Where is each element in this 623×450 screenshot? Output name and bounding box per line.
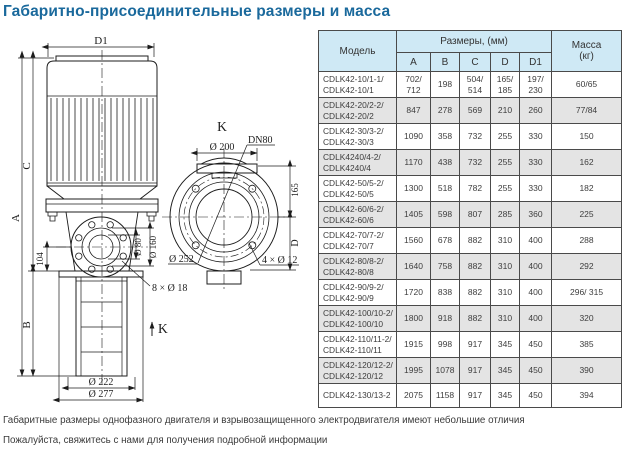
cell-b: 598 — [431, 202, 460, 228]
cell-a: 1995 — [397, 358, 431, 384]
cell-d1: 450 — [520, 358, 552, 384]
table-body — [319, 72, 622, 408]
footer-note-2: Пожалуйста, свяжитесь с нами для получения подробной информации — [3, 435, 328, 446]
cell-c: 917 — [460, 384, 491, 408]
cell-model: CDLK42-110/11-2/ CDLK42-110/11 — [319, 332, 397, 358]
cell-a: 1800 — [397, 306, 431, 332]
cell-model: CDLK42-30/3-2/ CDLK42-30/3 — [319, 124, 397, 150]
col-header-b: B — [431, 53, 460, 72]
table-row — [319, 332, 622, 358]
dim-label-dia80: Ø 80 — [133, 238, 143, 256]
cell-mass: 288 — [552, 228, 622, 254]
cell-d: 255 — [491, 124, 520, 150]
col-header-c: C — [460, 53, 491, 72]
mass-label-line2: (кг) — [579, 51, 594, 62]
cell-d: 345 — [491, 332, 520, 358]
cell-d1: 330 — [520, 124, 552, 150]
cell-model: CDLK42-10/1-1/ CDLK42-10/1 — [319, 72, 397, 98]
cell-model: CDLK42-50/5-2/ CDLK42-50/5 — [319, 176, 397, 202]
top-view — [162, 148, 286, 292]
cell-d: 255 — [491, 176, 520, 202]
cell-mass: 225 — [552, 202, 622, 228]
cell-mass: 60/65 — [552, 72, 622, 98]
cell-d: 255 — [491, 150, 520, 176]
cell-mass: 162 — [552, 150, 622, 176]
cell-b: 358 — [431, 124, 460, 150]
table-row — [319, 358, 622, 384]
table-row — [319, 150, 622, 176]
cell-a: 702/ 712 — [397, 72, 431, 98]
cell-mass: 390 — [552, 358, 622, 384]
dim-label-dia160: Ø 160 — [148, 235, 158, 259]
dim-label-dia252: Ø 252 — [169, 254, 194, 265]
table-row — [319, 202, 622, 228]
cell-b: 838 — [431, 280, 460, 306]
cell-model: CDLK42-70/7-2/ CDLK42-70/7 — [319, 228, 397, 254]
front-view-dimensions — [17, 43, 154, 402]
view-k-arrow-label: K — [158, 321, 168, 336]
cell-d1: 360 — [520, 202, 552, 228]
cell-model: CDLK42-60/6-2/ CDLK42-60/6 — [319, 202, 397, 228]
cell-c: 807 — [460, 202, 491, 228]
cell-model: CDLK42-80/8-2/ CDLK42-80/8 — [319, 254, 397, 280]
mass-label-line1: Масса — [571, 40, 602, 51]
table-row — [319, 280, 622, 306]
cell-c: 882 — [460, 228, 491, 254]
front-view — [46, 50, 158, 384]
cell-d1: 400 — [520, 306, 552, 332]
flange-bolt-left — [48, 212, 57, 221]
cell-d: 345 — [491, 384, 520, 408]
cell-model: CDLK42-20/2-2/ CDLK42-20/2 — [319, 98, 397, 124]
pump-technical-drawing — [0, 0, 320, 412]
cell-b: 918 — [431, 306, 460, 332]
cell-b: 198 — [431, 72, 460, 98]
cell-model: CDLK42-90/9-2/ CDLK42-90/9 — [319, 280, 397, 306]
cell-d: 310 — [491, 228, 520, 254]
cell-a: 1560 — [397, 228, 431, 254]
cell-d1: 330 — [520, 150, 552, 176]
cell-b: 518 — [431, 176, 460, 202]
cell-a: 1720 — [397, 280, 431, 306]
dim-label-c: C — [21, 162, 33, 170]
cell-d: 345 — [491, 358, 520, 384]
dim-label-a: A — [10, 214, 22, 222]
pump-head-plate — [59, 271, 143, 277]
cell-b: 1078 — [431, 358, 460, 384]
cell-b: 278 — [431, 98, 460, 124]
dim-label-dia222: Ø 222 — [88, 377, 114, 388]
cell-model: CDLK4240/4-2/ CDLK4240/4 — [319, 150, 397, 176]
dim-label-d1: D1 — [94, 35, 108, 47]
dim-label-d: D — [290, 239, 301, 247]
cell-c: 569 — [460, 98, 491, 124]
cell-d: 310 — [491, 280, 520, 306]
cell-c: 882 — [460, 254, 491, 280]
cell-d: 165/ 185 — [491, 72, 520, 98]
cell-mass: 150 — [552, 124, 622, 150]
cell-c: 882 — [460, 280, 491, 306]
col-header-d1: D1 — [520, 53, 552, 72]
col-header-a: A — [397, 53, 431, 72]
cell-b: 438 — [431, 150, 460, 176]
cell-model: CDLK42-130/13-2 — [319, 384, 397, 408]
cell-model: CDLK42-120/12-2/ CDLK42-120/12 — [319, 358, 397, 384]
cell-d1: 330 — [520, 176, 552, 202]
cell-c: 732 — [460, 124, 491, 150]
view-k-title: K — [217, 119, 227, 134]
cell-mass: 77/84 — [552, 98, 622, 124]
stage-divider-lines — [76, 281, 127, 352]
col-header-mass — [552, 31, 622, 72]
dim-label-bolts8: 8 × Ø 18 — [152, 283, 188, 294]
cell-mass: 394 — [552, 384, 622, 408]
cell-c: 504/ 514 — [460, 72, 491, 98]
footer-note-1: Габаритные размеры однофазного двигателя и взрывозащищенного электродвигателя имеют небольшие отличия — [3, 415, 525, 426]
dim-label-b: B — [21, 321, 33, 329]
cell-b: 678 — [431, 228, 460, 254]
cell-d: 210 — [491, 98, 520, 124]
cell-b: 1158 — [431, 384, 460, 408]
cell-d1: 260 — [520, 98, 552, 124]
cell-b: 998 — [431, 332, 460, 358]
cell-a: 1300 — [397, 176, 431, 202]
cell-d1: 450 — [520, 384, 552, 408]
dim-label-104: 104 — [35, 252, 45, 266]
cell-b: 758 — [431, 254, 460, 280]
cell-a: 1090 — [397, 124, 431, 150]
dim-label-dn80: DN80 — [248, 135, 273, 146]
table-row — [319, 228, 622, 254]
table-row — [319, 306, 622, 332]
cell-mass: 385 — [552, 332, 622, 358]
cell-a: 2075 — [397, 384, 431, 408]
cell-a: 847 — [397, 98, 431, 124]
cell-a: 1170 — [397, 150, 431, 176]
cell-d: 310 — [491, 306, 520, 332]
cell-a: 1915 — [397, 332, 431, 358]
cell-d1: 197/ 230 — [520, 72, 552, 98]
cell-d1: 400 — [520, 228, 552, 254]
table-header — [319, 31, 622, 72]
dim-label-bolts4: 4 × Ø 12 — [262, 255, 298, 266]
page-title: Габаритно-присоединительные размеры и масса — [3, 3, 391, 20]
cell-c: 917 — [460, 358, 491, 384]
cell-a: 1640 — [397, 254, 431, 280]
dim-label-dia277: Ø 277 — [88, 389, 114, 400]
cell-d: 285 — [491, 202, 520, 228]
cell-d1: 400 — [520, 254, 552, 280]
cell-d1: 400 — [520, 280, 552, 306]
cell-c: 917 — [460, 332, 491, 358]
dim-label-dia200: Ø 200 — [209, 142, 235, 153]
flange-bolt-right — [147, 212, 156, 221]
cell-mass: 292 — [552, 254, 622, 280]
table-row — [319, 254, 622, 280]
cell-c: 882 — [460, 306, 491, 332]
table-row — [319, 98, 622, 124]
cell-a: 1405 — [397, 202, 431, 228]
col-header-dims: Размеры, (мм) — [397, 31, 552, 53]
cell-mass: 296/ 315 — [552, 280, 622, 306]
drawing-labels — [10, 35, 301, 400]
dim-label-165: 165 — [290, 183, 300, 197]
cell-mass: 320 — [552, 306, 622, 332]
cell-model: CDLK42-100/10-2/ CDLK42-100/10 — [319, 306, 397, 332]
col-header-d: D — [491, 53, 520, 72]
dimensions-table — [318, 30, 622, 408]
footer-notes — [3, 411, 613, 450]
cell-d: 310 — [491, 254, 520, 280]
cell-c: 732 — [460, 150, 491, 176]
table-row — [319, 176, 622, 202]
cell-c: 782 — [460, 176, 491, 202]
leader-bolts8 — [122, 261, 150, 286]
table-row — [319, 124, 622, 150]
table-row — [319, 384, 622, 408]
cell-mass: 182 — [552, 176, 622, 202]
table-row — [319, 72, 622, 98]
col-header-model: Модель — [319, 31, 397, 72]
pump-stack — [76, 277, 127, 376]
cell-d1: 450 — [520, 332, 552, 358]
